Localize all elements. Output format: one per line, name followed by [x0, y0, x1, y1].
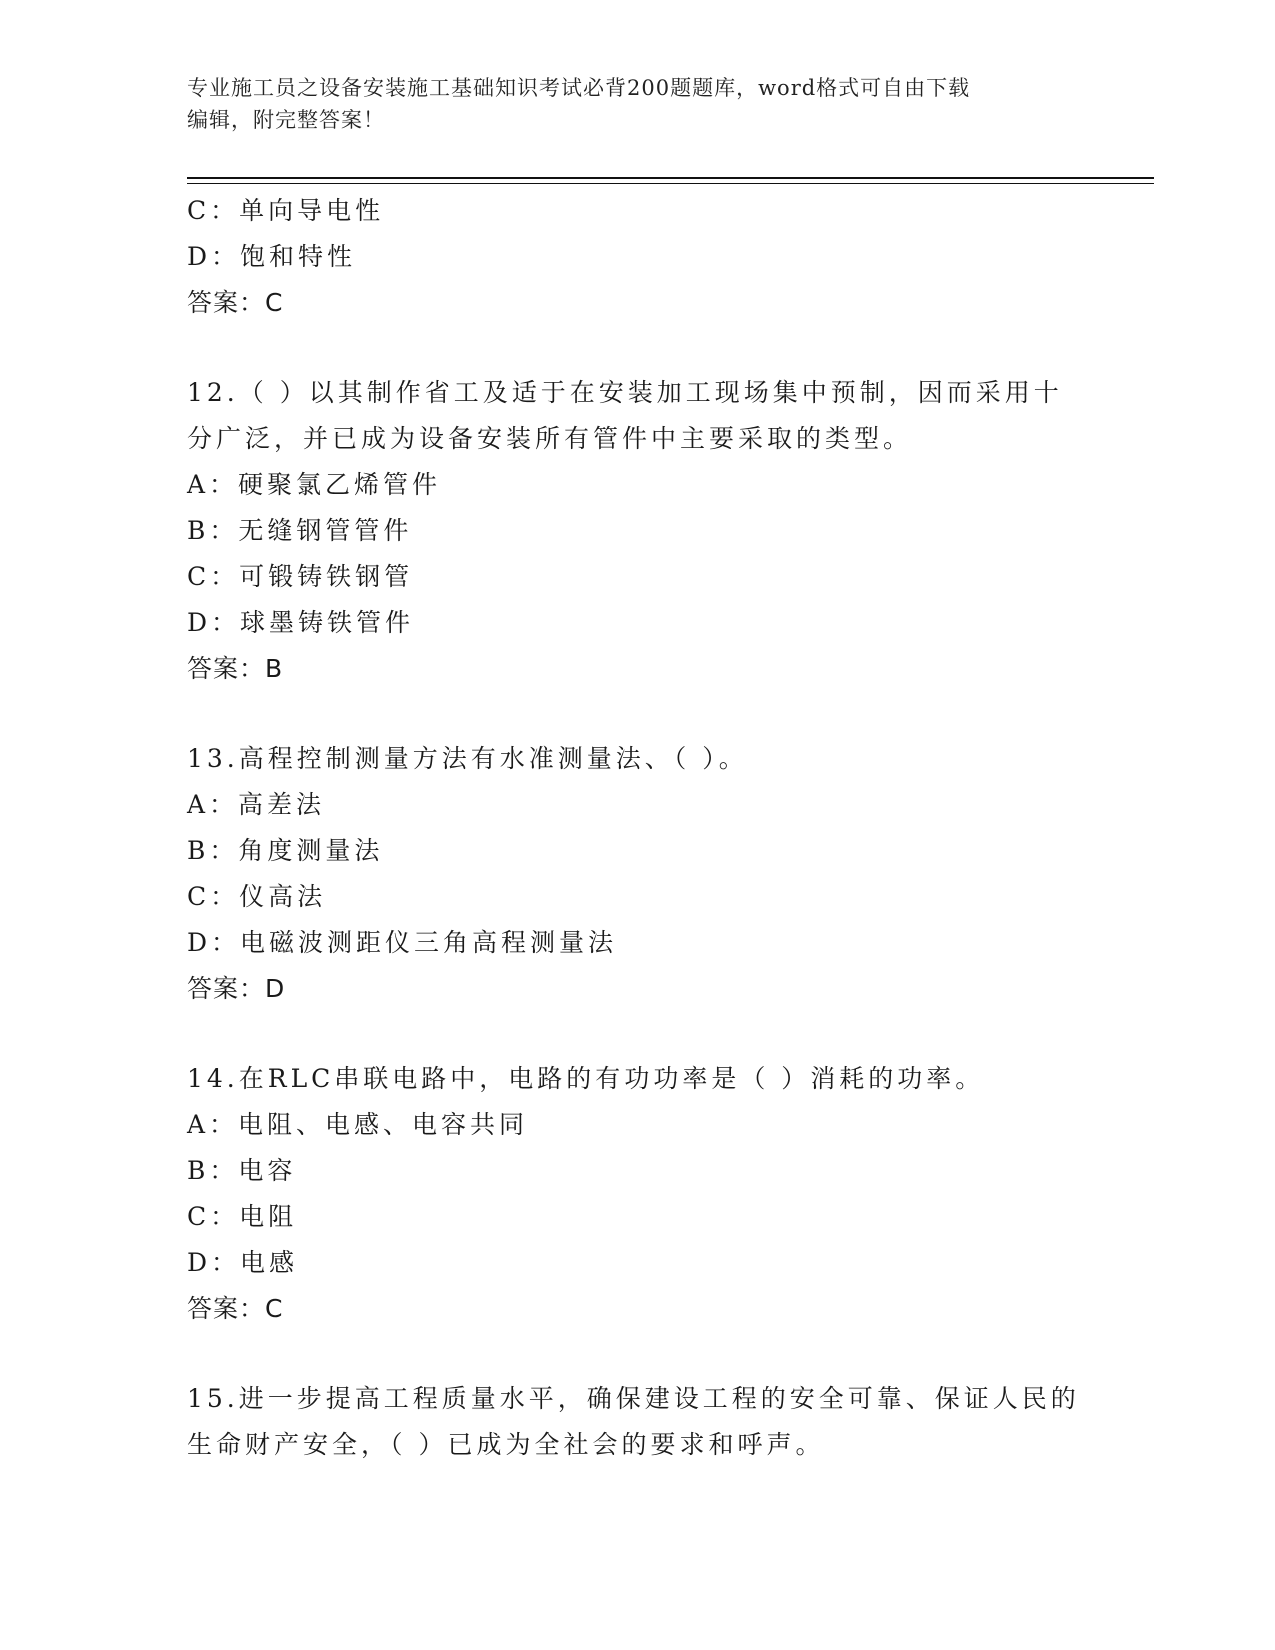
q12-option-a: A：硬聚氯乙烯管件: [187, 470, 442, 499]
header-title-line-2: 编辑，附完整答案！: [187, 108, 385, 132]
q12-text-line-1: 12.（ ）以其制作省工及适于在安装加工现场集中预制，因而采用十: [187, 378, 1063, 407]
q13-option-b: B：角度测量法: [187, 836, 384, 865]
question-13: [187, 736, 1087, 1012]
q14-option-b: B：电容: [187, 1156, 297, 1185]
q12-text-line-2: 分广泛，并已成为设备安装所有管件中主要采取的类型。: [187, 424, 913, 453]
spacer: [187, 326, 1087, 370]
spacer: [187, 1332, 1087, 1376]
header-title-line-1: 专业施工员之设备安装施工基础知识考试必背200题题库，word格式可自由下载: [187, 76, 971, 100]
q15-text-line-2: 生命财产安全，（ ）已成为全社会的要求和呼声。: [187, 1430, 825, 1459]
q11-option-c: C：单向导电性: [187, 196, 385, 225]
header-divider-thin: [187, 183, 1154, 184]
question-15: [187, 1376, 1087, 1468]
q11-answer: 答案：C: [187, 288, 284, 317]
q12-option-b: B：无缝钢管管件: [187, 516, 413, 545]
q12-answer: 答案：B: [187, 654, 284, 683]
page-header: [187, 72, 1067, 136]
q11-option-d: D：饱和特性: [187, 242, 357, 271]
q14-text-line-1: 14.在RLC串联电路中，电路的有功功率是（ ）消耗的功率。: [187, 1064, 985, 1093]
q14-option-d: D：电感: [187, 1248, 299, 1277]
q12-option-c: C：可锻铸铁钢管: [187, 562, 414, 591]
q12-option-d: D：球墨铸铁管件: [187, 608, 415, 637]
q13-option-c: C：仪高法: [187, 882, 327, 911]
q13-option-a: A：高差法: [187, 790, 326, 819]
q13-option-d: D：电磁波测距仪三角高程测量法: [187, 928, 618, 957]
q13-answer: 答案：D: [187, 974, 286, 1003]
q15-text-line-1: 15.进一步提高工程质量水平，确保建设工程的安全可靠、保证人民的: [187, 1384, 1080, 1413]
spacer: [187, 692, 1087, 736]
question-14: [187, 1056, 1087, 1332]
q14-answer: 答案：C: [187, 1294, 284, 1323]
spacer: [187, 1012, 1087, 1056]
q13-text-line-1: 13.高程控制测量方法有水准测量法、（ ）。: [187, 744, 748, 773]
question-12: [187, 370, 1087, 692]
question-list: [187, 188, 1087, 1468]
q14-option-c: C：电阻: [187, 1202, 298, 1231]
q14-option-a: A：电阻、电感、电容共同: [187, 1110, 529, 1139]
question-11-tail: [187, 188, 1087, 326]
header-divider-thick: [187, 177, 1154, 179]
